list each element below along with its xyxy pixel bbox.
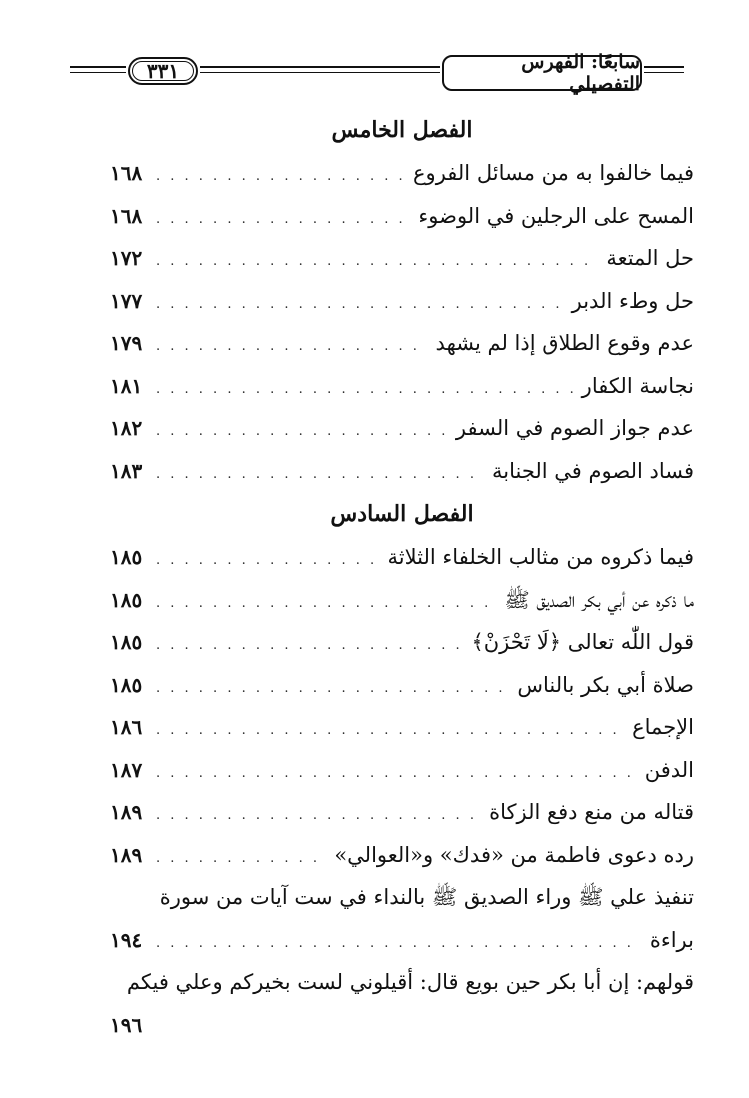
toc-entry (110, 365, 694, 408)
section-heading: الفصل السادس (330, 501, 474, 527)
leader-dots (156, 668, 509, 711)
header-rule-left-bottom (70, 72, 126, 73)
toc-entry-label: فيما خالفوا به من مسائل الفروع (413, 161, 694, 185)
header-rule-middle-bottom (200, 72, 440, 73)
toc-entry (110, 706, 694, 749)
leader-dots (156, 753, 637, 796)
toc-entry-page: ١٨٩ (110, 800, 143, 824)
leader-dots (156, 583, 496, 626)
leader-dots (156, 540, 380, 583)
toc-entry-page: ١٨٥ (110, 545, 143, 569)
leader-dots (156, 156, 405, 199)
page-header (70, 51, 684, 95)
toc-entry-page: ١٧٢ (110, 246, 143, 270)
toc-entry (110, 322, 694, 365)
toc-entry-page: ١٦٨ (110, 203, 143, 228)
leader-dots (156, 369, 574, 412)
toc-entry-page: ١٨٥ (110, 587, 143, 612)
toc-entry (110, 237, 694, 280)
toc-entry-label: صلاة أبي بكر بالناس (517, 672, 694, 697)
leader-dots (156, 710, 624, 753)
toc-entry-page: ١٨٣ (110, 458, 143, 483)
toc-entry (110, 579, 694, 622)
toc-entry-label: المسح على الرجلين في الوضوء (418, 203, 694, 228)
toc-entry (110, 536, 694, 579)
leader-dots (156, 454, 484, 497)
leader-dots (156, 199, 410, 242)
toc-entry (110, 749, 694, 792)
toc-entry-page: ١٧٩ (110, 331, 143, 355)
toc-entry (110, 1004, 694, 1047)
table-of-contents (110, 108, 694, 1046)
toc-entry-label: فساد الصوم في الجنابة (491, 458, 694, 483)
leader-dots (156, 795, 481, 838)
toc-entry-page: ١٨٥ (110, 630, 143, 654)
leader-dots (156, 838, 326, 881)
toc-entry (110, 664, 694, 707)
toc-entry (110, 450, 694, 493)
running-title-box (442, 51, 642, 95)
toc-entry (110, 407, 694, 450)
toc-entry-label: عدم جواز الصوم في السفر (455, 416, 694, 440)
toc-entry-label: ما ذكره عن أبي بكر الصديق ﷺ (504, 587, 694, 612)
toc-entry-label: حل وطء الدبر (571, 288, 694, 313)
toc-entry-label-line1: تنفيذ علي ﷺ وراء الصديق ﷺ بالنداء في ست آيات من سورة (159, 885, 694, 909)
toc-entry-page: ١٩٦ (110, 1012, 143, 1037)
leader-dots (156, 625, 463, 668)
leader-dots (156, 326, 428, 369)
toc-entry (110, 791, 694, 834)
toc-entry (110, 919, 694, 962)
toc-entry-label-line2: براءة (649, 927, 694, 952)
toc-entry (110, 280, 694, 323)
toc-entry-label: قتاله من منع دفع الزكاة (489, 800, 694, 824)
toc-entry-page: ١٦٨ (110, 161, 143, 185)
header-rule-middle-top (200, 66, 440, 68)
toc-entry (110, 834, 694, 877)
leader-dots (156, 241, 598, 284)
toc-entry-page: ١٨٦ (110, 715, 143, 739)
toc-entry-page: ١٧٧ (110, 288, 143, 313)
section-heading: الفصل الخامس (331, 117, 473, 143)
running-title: سابعًا: الفهرس التفصيلي (521, 51, 640, 95)
header-rule-right-top (644, 66, 684, 68)
toc-entry-label: الدفن (644, 757, 694, 782)
toc-entry (110, 152, 694, 195)
toc-entry-page: ١٨٢ (110, 416, 143, 440)
toc-entry-page: ١٨٧ (110, 757, 143, 782)
toc-entry-label: حل المتعة (606, 246, 694, 270)
page-number-badge (128, 57, 198, 85)
header-rule-left-top (70, 66, 126, 68)
toc-entry-label: عدم وقوع الطلاق إذا لم يشهد (435, 331, 694, 355)
toc-entry (110, 195, 694, 238)
toc-entry-label: الإجماع (632, 715, 694, 739)
toc-entry-label: نجاسة الكفار (581, 373, 694, 398)
toc-entry-page: ١٨٥ (110, 672, 143, 697)
toc-entry-label-line1: قولهم: إن أبا بكر حين بويع قال: أقيلوني لست بخيركم وعلي فيكم (126, 970, 694, 994)
leader-dots (156, 411, 448, 454)
toc-entry-label: رده دعوى فاطمة من «فدك» و«العوالي» (334, 842, 694, 867)
toc-entry-label: قول اللّٰه تعالى ﴿لَا تَحْزَنْ﴾ (471, 630, 694, 654)
leader-dots (156, 284, 564, 327)
toc-entry (110, 621, 694, 664)
leader-dots (156, 923, 642, 966)
toc-entry-label: فيما ذكروه من مثالب الخلفاء الثلاثة (387, 545, 694, 569)
header-rule-right-bottom (644, 72, 684, 73)
page-number: ٣٣١ (146, 59, 180, 83)
toc-entry-page: ١٨٩ (110, 842, 143, 867)
toc-entry-page: ١٨١ (110, 373, 143, 398)
toc-entry-page: ١٩٤ (110, 927, 143, 952)
